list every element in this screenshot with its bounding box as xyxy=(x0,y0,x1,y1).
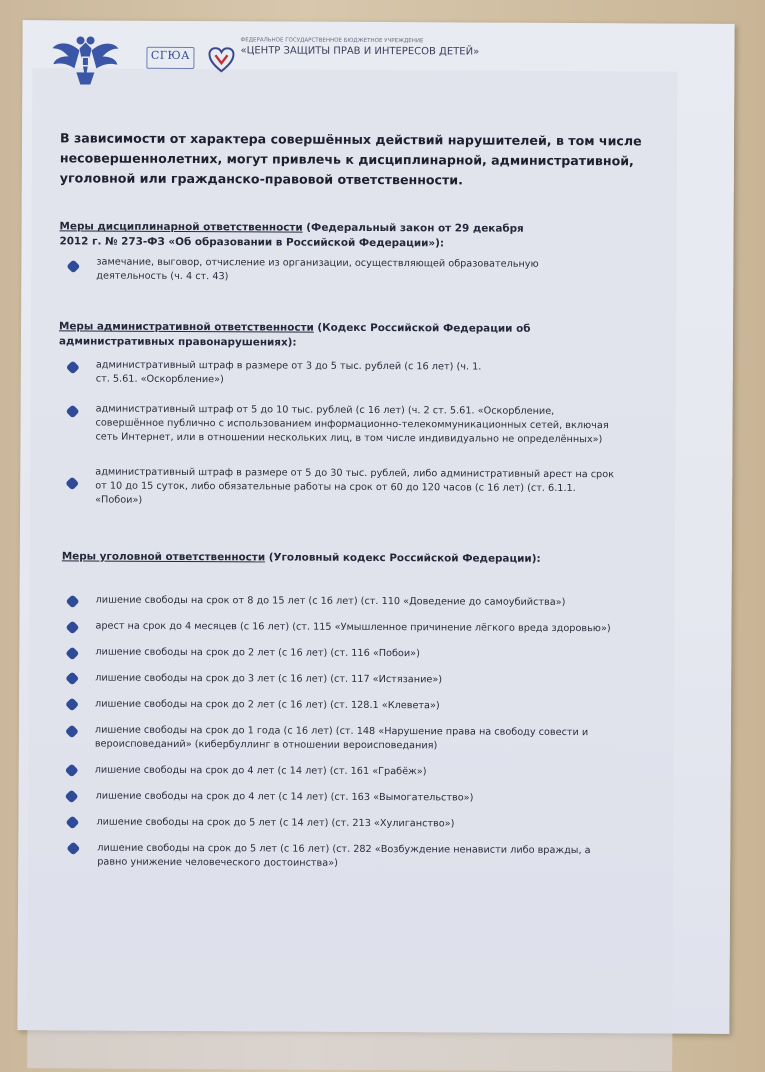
list-item: арест на срок до 4 месяцев (с 16 лет) (ст. 115 «Умышленное причинение лёгкого вреда здоровью») xyxy=(95,620,611,635)
section-title-administrative xyxy=(59,319,629,352)
sgua-logo xyxy=(146,41,194,75)
list-item: лишение свободы на срок до 4 лет (с 14 лет) (ст. 163 «Вымогательство») xyxy=(95,790,474,804)
org-name: «ЦЕНТР ЗАЩИТЫ ПРАВ И ИНТЕРЕСОВ ДЕТЕЙ» xyxy=(240,45,480,58)
list-item: лишение свободы на срок до 2 лет (с 16 лет) (ст. 128.1 «Клевета») xyxy=(95,698,440,712)
list-item: лишение свободы на срок до 5 лет (с 14 лет) (ст. 213 «Хулиганство») xyxy=(96,816,455,830)
list-item: административный штраф в размере от 3 до 5 тыс. рублей (с 16 лет) (ч. 1. ст. 5.61. «Оскорбление») xyxy=(95,359,482,385)
section-title-administrative-rest: (Кодекс Российской Федерации об административных правонарушениях): xyxy=(58,321,531,349)
list-item: лишение свободы на срок до 5 лет (с 16 лет) (ст. 282 «Возбуждение ненависти либо вражды, а равно унижение человеческого достоинства») xyxy=(97,842,591,869)
list-item: лишение свободы на срок до 1 года (с 16 лет) (ст. 148 «Нарушение права на свободу совести и вероисповеданий» (кибербуллинг в отношении вероисповедания) xyxy=(94,724,589,752)
section-title-disciplinary xyxy=(59,219,529,251)
eagle-emblem-icon xyxy=(50,32,120,90)
document-sheet xyxy=(17,20,734,1034)
headline: В зависимости от характера совершённых действий нарушителей, в том числе несовершеннолетних, могут привлечь к дисциплинарной, административной, уголовной или гражданско-правовой ответственности. xyxy=(59,130,642,188)
list-item: административный штраф в размере от 5 до 30 тыс. рублей, либо административный арест на срок от 10 до 15 суток, либо обязательные работы на срок от 60 до 120 часов (с 16 лет) (ст. 6.1.1. «Побои») xyxy=(95,466,615,506)
section-title-criminal xyxy=(62,549,622,567)
list-item: лишение свободы на срок от 8 до 15 лет (с 16 лет) (ст. 110 «Доведение до самоубийства») xyxy=(95,594,566,608)
list-item: административный штраф от 5 до 10 тыс. рублей (с 16 лет) (ч. 2 ст. 5.61. «Оскорбление, совершённое публично с использованием информационно-телекоммуникационных сетей, включая сеть Интернет, или в отношении нескольких лиц, в том числе индивидуально не определённых») xyxy=(95,403,609,445)
header-logos xyxy=(50,32,610,95)
section-title-disciplinary-underlined: Меры дисциплинарной ответственности xyxy=(59,220,303,234)
list-item: лишение свободы на срок до 4 лет (с 14 лет) (ст. 161 «Грабёж») xyxy=(94,764,427,778)
section-title-disciplinary-rest: (Федеральный закон от 29 декабря 2012 г. № 273-ФЗ «Об образовании в Российской Федерации»): xyxy=(59,221,524,250)
list-item: лишение свободы на срок до 2 лет (с 16 лет) (ст. 116 «Побои») xyxy=(95,646,420,660)
org-subtitle: ФЕДЕРАЛЬНОЕ ГОСУДАРСТВЕННОЕ БЮДЖЕТНОЕ УЧРЕЖДЕНИЕ xyxy=(240,37,424,45)
section-title-administrative-underlined: Меры административной ответственности xyxy=(59,320,314,334)
list-item: замечание, выговор, отчисление из организации, осуществляющей образовательную деятельность (ч. 4 ст. 43) xyxy=(96,256,539,283)
section-title-criminal-underlined: Меры уголовной ответственности xyxy=(61,550,266,564)
sgua-logo-text: СГЮА xyxy=(150,48,191,63)
list-item: лишение свободы на срок до 3 лет (с 16 лет) (ст. 117 «Истязание») xyxy=(95,672,443,686)
heart-shield-logo-icon xyxy=(208,47,234,73)
section-title-criminal-rest: (Уголовный кодекс Российской Федерации): xyxy=(265,551,541,565)
